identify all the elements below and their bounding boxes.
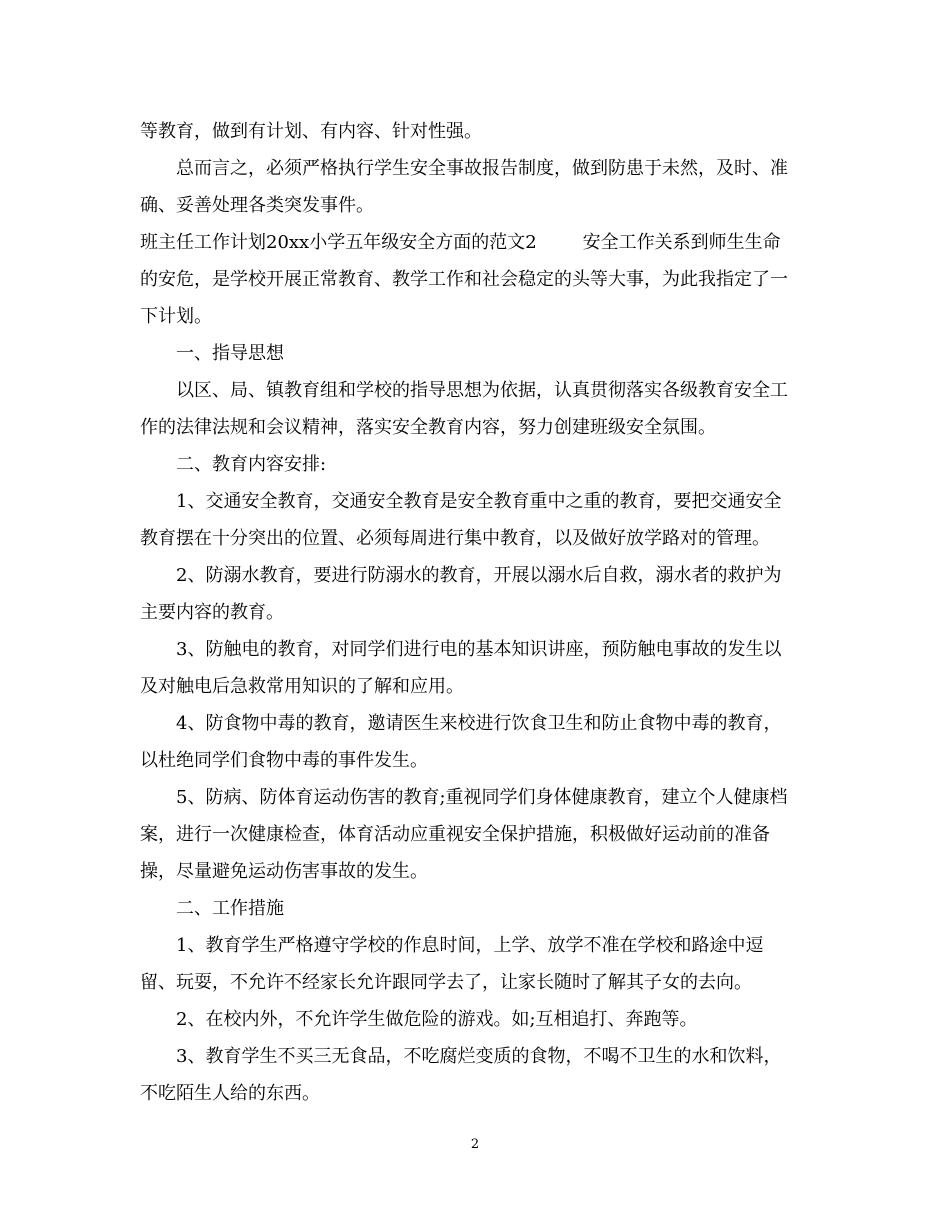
text-line: 1、交通安全教育，交通安全教育是安全教育重中之重的教育，要把交通安全 xyxy=(176,491,782,512)
text-line: 1、教育学生严格遵守学校的作息时间，上学、放学不准在学校和路途中逗 xyxy=(176,935,764,956)
text-line: 5、防病、防体育运动伤害的教育;重视同学们身体健康教育，建立个人健康档 xyxy=(176,787,788,808)
text-line: 2、在校内外，不允许学生做危险的游戏。如;互相追打、奔跑等。 xyxy=(176,1009,698,1030)
text-line: 下计划。 xyxy=(140,306,212,327)
section-heading-line xyxy=(140,224,820,261)
text-line: 主要内容的教育。 xyxy=(140,602,284,623)
document-body xyxy=(140,113,820,1112)
text-line: 以杜绝同学们食物中毒的事件发生。 xyxy=(140,750,428,771)
text-line: 不吃陌生人给的东西。 xyxy=(140,1083,320,1104)
text-line: 操，尽量避免运动伤害事故的发生。 xyxy=(140,861,428,882)
text-line: 4、防食物中毒的教育，邀请医生来校进行饮食卫生和防止食物中毒的教育， xyxy=(176,713,782,734)
text-line: 及对触电后急救常用知识的了解和应用。 xyxy=(140,676,464,697)
text-line: 2、防溺水教育，要进行防溺水的教育，开展以溺水后自救，溺水者的救护为 xyxy=(176,565,782,586)
text-line: 的安危，是学校开展正常教育、教学工作和社会稳定的头等大事，为此我指定了一 xyxy=(140,269,788,290)
text-line: 3、防触电的教育，对同学们进行电的基本知识讲座，预防触电事故的发生以 xyxy=(176,639,782,660)
text-line: 等教育，做到有计划、有内容、针对性强。 xyxy=(140,121,482,142)
section-heading: 二、教育内容安排: xyxy=(176,454,327,475)
section-heading: 一、指导思想 xyxy=(176,343,284,364)
text-line: 案，进行一次健康检查，体育活动应重视安全保护措施，积极做好运动前的准备 xyxy=(140,824,770,845)
text-line: 以区、局、镇教育组和学校的指导思想为依据，认真贯彻落实各级教育安全工 xyxy=(176,380,788,401)
text-line: 确、妥善处理各类突发事件。 xyxy=(140,195,374,216)
section-heading: 二、工作措施 xyxy=(176,898,284,919)
text-line: 留、玩耍，不允许不经家长允许跟同学去了，让家长随时了解其子女的去向。 xyxy=(140,972,752,993)
text-line: 教育摆在十分突出的位置、必须每周进行集中教育，以及做好放学路对的管理。 xyxy=(140,528,770,549)
text-line: 作的法律法规和会议精神，落实安全教育内容，努力创建班级安全氛围。 xyxy=(140,417,716,438)
document-title: 班主任工作计划20xx小学五年级安全方面的范文2 xyxy=(140,232,537,253)
text-line: 3、教育学生不买三无食品，不吃腐烂变质的食物，不喝不卫生的水和饮料， xyxy=(176,1046,782,1067)
text-line: 总而言之，必须严格执行学生安全事故报告制度，做到防患于未然，及时、准 xyxy=(176,158,788,179)
page-number: 2 xyxy=(470,1137,480,1152)
text-run: 安全工作关系到师生生命 xyxy=(582,232,781,253)
